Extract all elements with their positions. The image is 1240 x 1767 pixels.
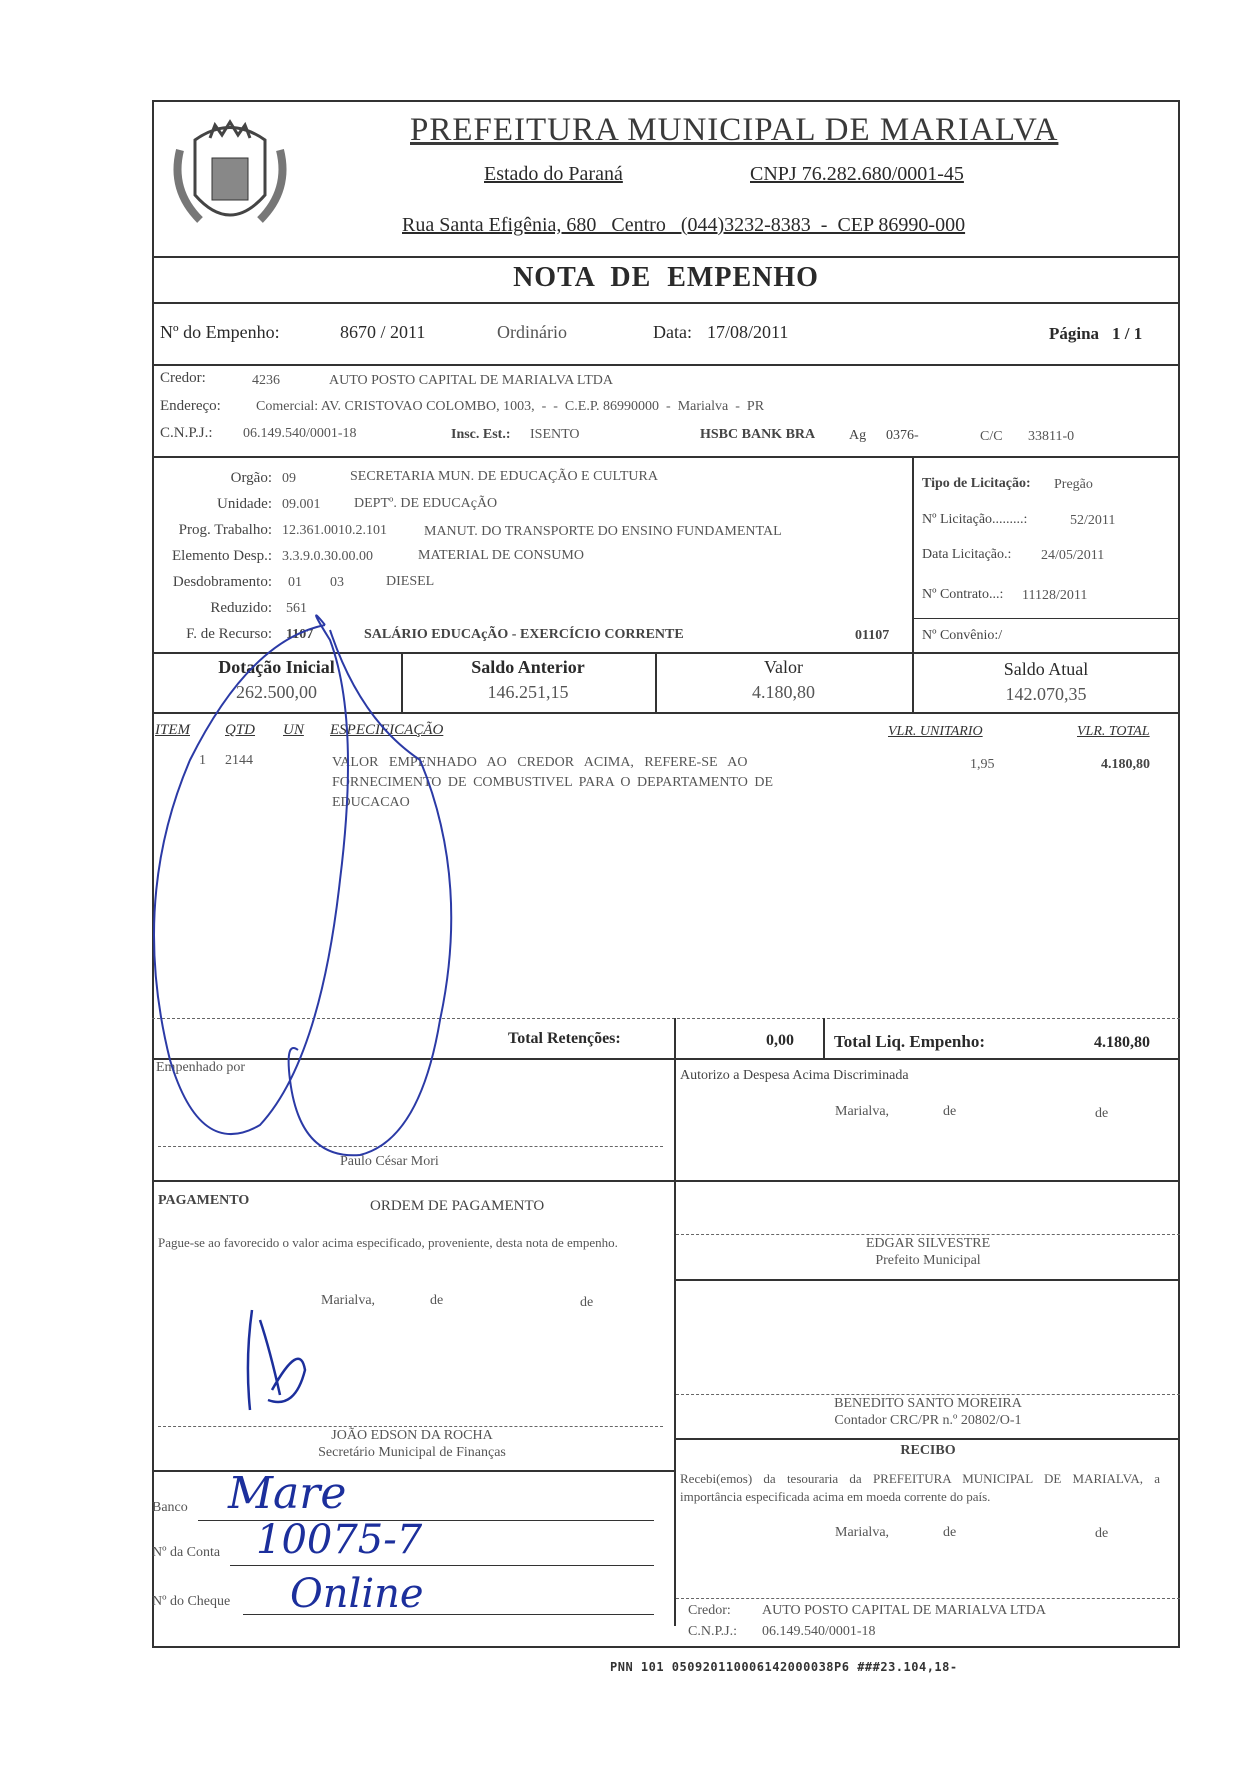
- signature-line: [158, 1426, 663, 1427]
- unidade-value: 09.001: [282, 497, 321, 512]
- credor-cnpj: 06.149.540/0001-18: [243, 426, 357, 441]
- prefeito-name: EDGAR SILVESTRE: [865, 1236, 991, 1251]
- ag-label: Ag: [849, 428, 867, 443]
- elemento-label: Elemento Desp.:: [172, 548, 272, 564]
- divider: [152, 1180, 1180, 1182]
- orgao-value: 09: [282, 471, 296, 486]
- divider: [152, 456, 1180, 458]
- saldo-atual-label: Saldo Atual: [1003, 659, 1089, 679]
- divider: [152, 1018, 1180, 1019]
- desdobramento-desc: DIESEL: [386, 574, 435, 589]
- recibo-place: Marialva,: [835, 1525, 890, 1540]
- licitacao-date: 24/05/2011: [1041, 548, 1105, 563]
- licitacao-number-label: Nº Licitação.........:: [922, 512, 1028, 527]
- recibo-title: RECIBO: [900, 1443, 956, 1458]
- divider: [823, 1018, 825, 1058]
- ag-value: 0376-: [886, 428, 919, 443]
- saldo-anterior-label: Saldo Anterior: [471, 657, 585, 677]
- recurso-label: F. de Recurso:: [186, 626, 272, 642]
- autorizo-place: Marialva,: [835, 1104, 890, 1119]
- licitacao-date-label: Data Licitação.:: [922, 547, 1012, 562]
- credor-name: AUTO POSTO CAPITAL DE MARIALVA LTDA: [329, 373, 613, 388]
- cheque-label: Nº do Cheque: [152, 1594, 231, 1609]
- recibo-de2: de: [1095, 1526, 1109, 1541]
- contrato-label: Nº Contrato...:: [922, 587, 1004, 602]
- col-un: UN: [283, 722, 304, 738]
- prog-desc: MANUT. DO TRANSPORTE DO ENSINO FUNDAMENTAL: [424, 524, 782, 539]
- header-cnpj: CNPJ 76.282.680/0001-45: [750, 163, 964, 185]
- orgao-label: Orgão:: [230, 470, 272, 486]
- valor-label: Valor: [764, 657, 803, 677]
- divider: [152, 256, 1180, 258]
- col-total: VLR. TOTAL: [1077, 724, 1150, 739]
- item-number: 1: [199, 753, 206, 768]
- signature-line: [676, 1234, 1180, 1235]
- item-unit-price: 1,95: [970, 757, 995, 772]
- secretario-name: JOÃO EDSON DA ROCHA: [331, 1428, 493, 1443]
- conta-label: Nº da Conta: [152, 1545, 221, 1560]
- col-spec: ESPECIFICAÇÃO: [330, 722, 444, 738]
- convenio-label: Nº Convênio:/: [922, 628, 1003, 643]
- recurso-desc: SALÁRIO EDUCAçÃO - EXERCÍCIO CORRENTE: [364, 627, 684, 642]
- endereco-label: Endereço:: [160, 398, 221, 414]
- col-unit: VLR. UNITARIO: [888, 724, 983, 739]
- dotacao-value: 262.500,00: [236, 682, 317, 702]
- dotacao-label: Dotação Inicial: [218, 657, 335, 677]
- pagamento-text: Pague-se ao favorecido o valor acima especificado, proveniente, desta nota de empenho.: [158, 1235, 618, 1250]
- divider: [676, 1279, 1180, 1281]
- col-item: ITEM: [155, 722, 190, 738]
- item-spec-line1: VALOR EMPENHADO AO CREDOR ACIMA, REFERE-SE AO: [332, 755, 748, 770]
- item-total: 4.180,80: [1101, 757, 1150, 772]
- unidade-desc: DEPTº. DE EDUCAçÃO: [354, 496, 498, 511]
- divider: [674, 1058, 676, 1626]
- divider: [676, 1438, 1180, 1440]
- recibo-cnpj-label: C.N.P.J.:: [688, 1624, 738, 1639]
- credor-code: 4236: [252, 373, 280, 388]
- desdobramento-label: Desdobramento:: [172, 574, 272, 590]
- liquido-label: Total Liq. Empenho:: [834, 1032, 985, 1051]
- divider: [152, 1058, 1180, 1060]
- reduzido-value: 561: [286, 601, 307, 616]
- pagamento-place: Marialva,: [321, 1293, 376, 1308]
- credor-label: Credor:: [160, 370, 206, 386]
- retencoes-value: 0,00: [766, 1032, 794, 1049]
- municipality-title: PREFEITURA MUNICIPAL DE MARIALVA: [410, 112, 1059, 148]
- cnpj-label: C.N.P.J.:: [160, 425, 213, 441]
- conta-value: 10075-7: [256, 1517, 423, 1563]
- page-label: Página: [1049, 324, 1100, 343]
- prog-value: 12.361.0010.2.101: [282, 523, 387, 538]
- desdobramento-a: 01: [288, 575, 302, 590]
- col-qtd: QTD: [225, 722, 256, 738]
- signature-line: [676, 1394, 1180, 1395]
- pagamento-label: PAGAMENTO: [158, 1193, 250, 1208]
- pagamento-de1: de: [430, 1293, 444, 1308]
- saldo-anterior-value: 146.251,15: [487, 682, 569, 702]
- bank-name: HSBC BANK BRA: [700, 427, 816, 442]
- empenhado-name: Paulo César Mori: [340, 1154, 439, 1169]
- state-name: Estado do Paraná: [484, 163, 623, 185]
- conta-line: [230, 1565, 654, 1566]
- autorizo-text: Autorizo a Despesa Acima Discriminada: [680, 1068, 909, 1083]
- recibo-cnpj: 06.149.540/0001-18: [762, 1624, 876, 1639]
- ordem-pagamento-label: ORDEM DE PAGAMENTO: [370, 1198, 545, 1214]
- autorizo-de2: de: [1095, 1106, 1109, 1121]
- divider: [152, 712, 1180, 714]
- orgao-desc: SECRETARIA MUN. DE EDUCAÇÃO E CULTURA: [350, 469, 658, 484]
- empenho-date: 17/08/2011: [707, 322, 789, 342]
- empenho-type: Ordinário: [497, 322, 567, 342]
- item-qtd: 2144: [225, 753, 253, 768]
- autorizo-de1: de: [943, 1104, 957, 1119]
- item-spec-line3: EDUCACAO: [332, 795, 410, 810]
- item-spec-line2: FORNECIMENTO DE COMBUSTIVEL PARA O DEPARTAMENTO DE: [332, 775, 774, 790]
- pagamento-de2: de: [580, 1295, 594, 1310]
- divider: [152, 652, 1180, 654]
- tipo-licitacao-value: Pregão: [1054, 477, 1093, 492]
- divider: [912, 456, 914, 652]
- recibo-credor-label: Credor:: [688, 1603, 731, 1618]
- empenho-number: 8670 / 2011: [340, 322, 426, 342]
- contador-name: BENEDITO SANTO MOREIRA: [834, 1396, 1022, 1411]
- empenho-number-label: Nº do Empenho:: [160, 322, 280, 342]
- saldo-atual-value: 142.070,35: [1005, 684, 1087, 704]
- endereco-value: Comercial: AV. CRISTOVAO COLOMBO, 1003, - - C.E.P. 86990000 - Marialva - PR: [256, 399, 765, 414]
- contrato-value: 11128/2011: [1022, 588, 1088, 603]
- prefeito-role: Prefeito Municipal: [875, 1253, 981, 1268]
- retencoes-label: Total Retenções:: [508, 1030, 621, 1047]
- liquido-value: 4.180,80: [1094, 1034, 1150, 1051]
- elemento-value: 3.3.9.0.30.00.00: [282, 549, 373, 564]
- banco-label: Banco: [152, 1500, 188, 1515]
- recibo-de1: de: [943, 1525, 957, 1540]
- divider: [674, 1018, 676, 1058]
- empenhado-label: Empenhado por: [156, 1060, 246, 1075]
- recurso-value: 1107: [286, 627, 314, 642]
- divider: [912, 618, 1180, 619]
- elemento-desc: MATERIAL DE CONSUMO: [418, 548, 584, 563]
- secretario-role: Secretário Municipal de Finanças: [318, 1445, 506, 1460]
- cheque-value: Online: [290, 1571, 424, 1617]
- unidade-label: Unidade:: [217, 496, 272, 512]
- page-number: 1 / 1: [1112, 324, 1143, 343]
- valor-value: 4.180,80: [752, 682, 815, 702]
- signature-line: [676, 1598, 1180, 1599]
- insc-value: ISENTO: [530, 427, 580, 442]
- cc-label: C/C: [980, 429, 1003, 444]
- footer-code: PNN 101 050920110006142000038P6 ###23.104,18-: [610, 1660, 958, 1674]
- contador-role: Contador CRC/PR n.º 20802/O-1: [834, 1413, 1022, 1428]
- tipo-licitacao-label: Tipo de Licitação:: [922, 476, 1031, 491]
- insc-label: Insc. Est.:: [451, 427, 511, 442]
- doc-title: NOTA DE EMPENHO: [513, 262, 819, 293]
- divider: [152, 364, 1180, 366]
- licitacao-number: 52/2011: [1070, 513, 1116, 528]
- coat-of-arms-icon: [160, 110, 300, 245]
- cc-value: 33811-0: [1028, 429, 1075, 444]
- signature-line: [158, 1146, 663, 1147]
- reduzido-label: Reduzido:: [210, 600, 272, 616]
- prog-label: Prog. Trabalho:: [178, 522, 272, 538]
- banco-value: Mare: [228, 1468, 347, 1519]
- desdobramento-b: 03: [330, 575, 344, 590]
- recibo-text: Recebi(emos) da tesouraria da PREFEITURA MUNICIPAL DE MARIALVA, a importância especificada acima em moeda corrente do país.: [680, 1471, 1160, 1504]
- header-address: Rua Santa Efigênia, 680 Centro (044)3232-8383 - CEP 86990-000: [402, 214, 966, 236]
- recibo-credor: AUTO POSTO CAPITAL DE MARIALVA LTDA: [762, 1603, 1046, 1618]
- recurso-code: 01107: [855, 628, 890, 643]
- date-label: Data:: [653, 322, 692, 342]
- divider: [152, 302, 1180, 304]
